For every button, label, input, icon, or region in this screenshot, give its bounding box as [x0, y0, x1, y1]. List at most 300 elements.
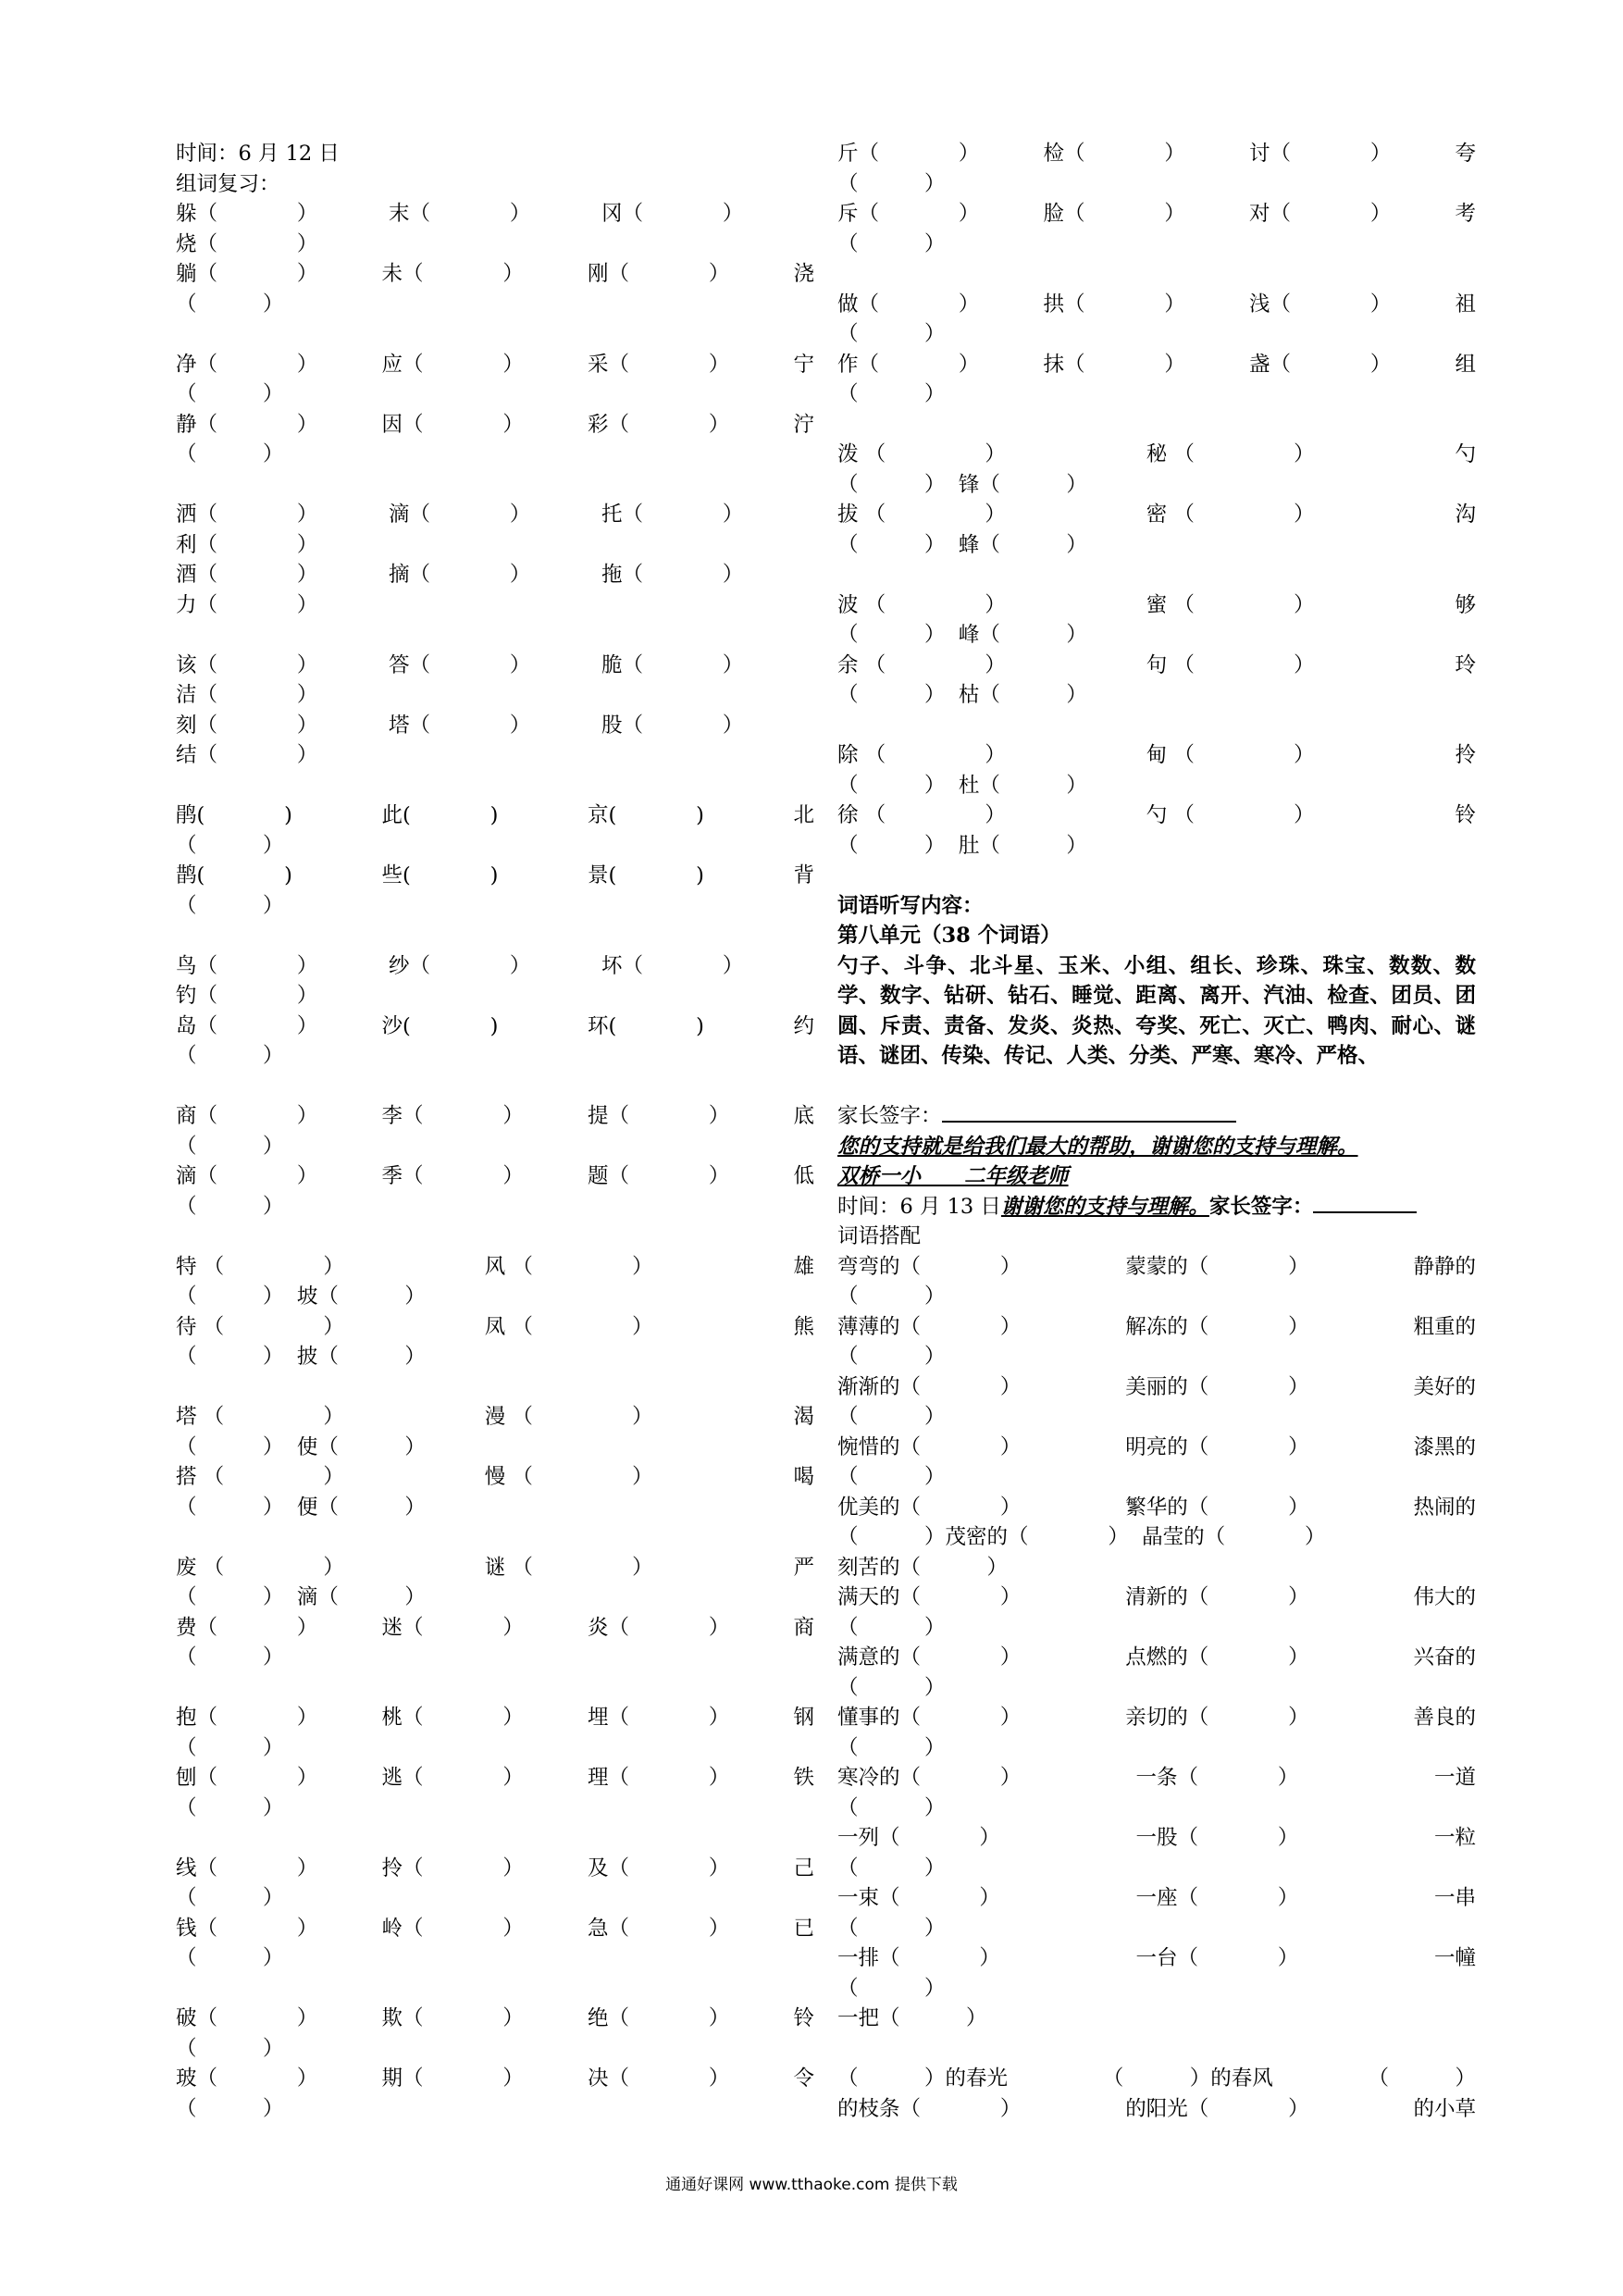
continuation-blank[interactable]: （ ） 峰（ ） — [837, 623, 1087, 647]
word-blank[interactable]: 脆（ ） — [601, 652, 744, 677]
wrapped-word: 浇 — [793, 262, 815, 286]
exercise-row — [837, 290, 1476, 320]
word-blank[interactable]: 风 （ ） — [484, 1254, 653, 1279]
wrapped-word: 雄 — [793, 1254, 815, 1279]
word-blank[interactable]: 李（ ） — [381, 1104, 524, 1128]
continuation-blank[interactable]: 利（ ） — [176, 532, 318, 557]
continuation-blank[interactable]: （ ） — [837, 1345, 946, 1369]
wrapped-word: 夸 — [1455, 142, 1477, 166]
exercise-row — [176, 1462, 814, 1493]
continuation-blank[interactable]: （ ） — [837, 1795, 946, 1820]
continuation-blank[interactable]: （ ） — [837, 1916, 946, 1941]
word-blank[interactable]: 冈（ ） — [601, 202, 744, 226]
continuation-blank[interactable]: （ ） — [837, 1405, 946, 1429]
spacer — [837, 711, 1476, 741]
wrapped-word: 喝 — [793, 1465, 815, 1489]
word-blank[interactable]: 的阳光（ ） — [1125, 2096, 1309, 2121]
spacer — [176, 1823, 814, 1854]
wrapped-word: 铃 — [793, 2006, 815, 2030]
exercise-row — [176, 1312, 814, 1343]
word-blank[interactable]: 欺（ ） — [381, 2006, 524, 2030]
word-blank[interactable]: 坏（ ） — [601, 953, 744, 978]
continuation-blank[interactable]: （ ） 便（ ） — [176, 1495, 426, 1520]
exercise-row — [837, 1823, 1476, 1854]
word-blank[interactable]: 惋惜的（ ） — [837, 1434, 1022, 1459]
word-blank[interactable]: 急（ ） — [588, 1916, 730, 1941]
exercise-row — [176, 199, 814, 230]
word-blank[interactable]: 刚（ ） — [588, 262, 730, 286]
spacer — [176, 1673, 814, 1704]
word-blank[interactable]: 桃（ ） — [381, 1706, 524, 1730]
word-blank[interactable]: 凤 （ ） — [484, 1314, 653, 1339]
word-blank[interactable]: 应（ ） — [381, 352, 524, 377]
continuation-blank[interactable]: 钓（ ） — [176, 984, 318, 1008]
section-title-word-matching: 词语搭配 — [837, 1224, 922, 1248]
word-blank[interactable]: 费（ ） — [176, 1615, 318, 1640]
spacer — [176, 470, 814, 501]
exercise-row — [176, 1553, 814, 1583]
exercise-row — [837, 1763, 1476, 1793]
wrapped-word: 美好的 — [1413, 1374, 1477, 1399]
word-blank[interactable]: 些( ) — [381, 863, 499, 887]
exercise-row — [176, 861, 814, 891]
day2-thanks: 谢谢您的支持与理解。 — [1000, 1194, 1209, 1219]
signature-blank[interactable] — [1313, 1193, 1417, 1213]
spacer — [176, 1072, 814, 1102]
word-blank[interactable]: 此( ) — [381, 803, 499, 827]
spacer — [176, 1372, 814, 1403]
word-blank[interactable]: 线（ ） — [176, 1855, 318, 1880]
word-blank[interactable]: 静（ ） — [176, 412, 318, 437]
spacer — [837, 259, 1476, 290]
continuation-blank[interactable]: （ ） — [176, 2036, 284, 2061]
continuation-blank[interactable]: （ ） 杜（ ） — [837, 773, 1087, 798]
exercise-row — [176, 1703, 814, 1733]
word-blank[interactable]: 抱（ ） — [176, 1706, 318, 1730]
wrapped-word: 一粒 — [1434, 1826, 1477, 1850]
continuation-blank[interactable]: （ ） 锋（ ） — [837, 472, 1087, 497]
teacher-name: 二年级老师 — [964, 1164, 1069, 1188]
word-blank[interactable]: 一台（ ） — [1135, 1946, 1299, 1970]
word-blank[interactable]: 甸 （ ） — [1146, 743, 1315, 767]
wrapped-word: 铁 — [793, 1766, 815, 1790]
word-blank[interactable]: 浅（ ） — [1249, 292, 1392, 316]
word-blank[interactable]: 决（ ） — [588, 2066, 730, 2091]
exercise-row — [837, 651, 1476, 681]
word-blank[interactable]: 岭（ ） — [381, 1916, 524, 1941]
exercise-row — [176, 1161, 814, 1192]
word-blank[interactable]: 斤（ ） — [837, 142, 980, 166]
date-line-0613 — [837, 1192, 1476, 1222]
word-blank[interactable]: 对（ ） — [1249, 202, 1392, 226]
word-blank[interactable]: 解冻的（ ） — [1125, 1314, 1309, 1339]
wrapped-word: 己 — [793, 1855, 815, 1880]
right-column — [837, 139, 1476, 2124]
continuation-blank[interactable]: （ ） — [837, 322, 946, 346]
wrapped-word: 令 — [793, 2066, 815, 2091]
spacer — [837, 1072, 1476, 1102]
continuation-blank[interactable]: 烧（ ） — [176, 231, 318, 256]
exercise-row — [837, 1433, 1476, 1463]
word-blank[interactable]: 斥（ ） — [837, 202, 980, 226]
word-blank[interactable]: 寒冷的（ ） — [837, 1766, 1022, 1790]
word-blank[interactable]: 破（ ） — [176, 2006, 318, 2030]
spacer — [176, 1222, 814, 1252]
exercise-row — [837, 1643, 1476, 1673]
wrapped-word: 一串 — [1434, 1886, 1477, 1910]
word-blank[interactable]: 岛（ ） — [176, 1013, 318, 1038]
dictation-heading: 词语听写内容： — [837, 893, 984, 918]
word-blank[interactable]: 秘 （ ） — [1146, 442, 1315, 466]
continuation-blank[interactable]: （ ） — [176, 1946, 284, 1970]
wrapped-word: 已 — [793, 1916, 815, 1941]
word-blank[interactable]: 答（ ） — [389, 652, 531, 677]
word-blank[interactable]: 玻（ ） — [176, 2066, 318, 2091]
exercise-row — [837, 440, 1476, 470]
spacer — [176, 921, 814, 951]
word-blank[interactable]: 一列（ ） — [837, 1826, 1000, 1850]
word-blank[interactable]: 钱（ ） — [176, 1916, 318, 1941]
footer-source: 通通好课网 www.tthaoke.com 提供下载 — [665, 2176, 958, 2194]
word-blank[interactable]: 绝（ ） — [588, 2006, 730, 2030]
word-blank[interactable]: 逃（ ） — [381, 1766, 524, 1790]
continuation-blank[interactable]: （ ） — [837, 1615, 946, 1640]
word-blank[interactable]: 搭 （ ） — [176, 1465, 344, 1489]
continuation-blank[interactable]: （ ） — [176, 382, 284, 406]
word-blank[interactable]: 一股（ ） — [1135, 1826, 1299, 1850]
continuation-blank[interactable]: 一把（ ） — [837, 2006, 987, 2030]
word-blank[interactable]: 采（ ） — [588, 352, 730, 377]
word-blank[interactable]: 抹（ ） — [1043, 352, 1185, 377]
word-group-list-left — [176, 199, 814, 2124]
word-matching-list — [837, 1252, 1476, 2125]
continuation-blank[interactable]: （ ） — [176, 1735, 284, 1760]
word-blank[interactable]: 摘（ ） — [389, 563, 531, 587]
word-blank[interactable]: 一束（ ） — [837, 1886, 1000, 1910]
continuation-blank[interactable]: （ ） 坡（ ） — [176, 1285, 426, 1309]
word-blank[interactable]: 弯弯的（ ） — [837, 1254, 1022, 1279]
continuation-blank[interactable]: （ ） — [176, 893, 284, 918]
word-blank[interactable]: 期（ ） — [381, 2066, 524, 2091]
word-blank[interactable]: 美丽的（ ） — [1125, 1374, 1309, 1399]
continuation-blank[interactable]: 结（ ） — [176, 743, 318, 767]
exercise-row — [176, 1763, 814, 1793]
word-blank[interactable]: 鹃( ) — [176, 803, 292, 827]
continuation-blank[interactable]: （ ） — [837, 171, 946, 196]
wrapped-word: 组 — [1455, 352, 1477, 377]
exercise-row — [837, 1372, 1476, 1403]
word-blank[interactable]: （ ）的春光 — [837, 2066, 1009, 2091]
word-blank[interactable]: 股（ ） — [601, 713, 744, 738]
wrapped-word: 的小草 — [1413, 2096, 1477, 2121]
wrapped-word: 钢 — [793, 1706, 815, 1730]
word-blank[interactable]: 待 （ ） — [176, 1314, 344, 1339]
continuation-blank[interactable]: （ ） — [837, 382, 946, 406]
word-blank[interactable]: 题（ ） — [588, 1164, 730, 1188]
day2-signature-label: 家长签字： — [1208, 1194, 1314, 1219]
word-blank[interactable]: 做（ ） — [837, 292, 980, 316]
school-name: 双桥一小 — [837, 1164, 922, 1188]
exercise-row — [837, 1493, 1476, 1523]
spacer — [176, 771, 814, 801]
exercise-row — [837, 2064, 1476, 2094]
wrapped-word: 拎 — [1455, 743, 1477, 767]
word-group-list-right — [837, 139, 1476, 861]
word-blank[interactable]: 未（ ） — [381, 262, 524, 286]
parent-thanks-note: 您的支持就是给我们最大的帮助，谢谢您的支持与理解。 — [837, 1134, 1358, 1159]
wrapped-word: 严 — [793, 1555, 815, 1580]
exercise-row — [837, 199, 1476, 230]
word-blank[interactable]: 特 （ ） — [176, 1254, 344, 1279]
wrapped-word: 约 — [793, 1013, 815, 1038]
continuation-blank[interactable]: 刻苦的（ ） — [837, 1555, 1009, 1580]
spacer — [176, 1974, 814, 2004]
continuation-blank[interactable]: （ ） 披（ ） — [176, 1345, 426, 1369]
word-blank[interactable]: 季（ ） — [381, 1164, 524, 1188]
dictation-word-list: 勺子、斗争、北斗星、玉米、小组、组长、珍珠、珠宝、数数、数学、数字、钻研、钻石、睡觉、距离、离开、汽油、检查、团员、团圆、斥责、责备、发炎、炎热、夸奖、死亡、灭亡、鸭肉、耐心、谜语、谜团、传染、传记、人类、分类、严寒、寒冷、严格、 — [837, 953, 1476, 1068]
exercise-row — [837, 2094, 1476, 2125]
word-blank[interactable]: 景( ) — [588, 863, 704, 887]
continuation-blank[interactable]: （ ）茂密的（ ） 晶莹的（ ） — [837, 1525, 1326, 1549]
section-title-word-review: 组词复习： — [176, 171, 280, 196]
wrapped-word: 考 — [1455, 202, 1477, 226]
word-blank[interactable]: 句 （ ） — [1146, 652, 1315, 677]
continuation-blank[interactable]: （ ） — [837, 1735, 946, 1760]
exercise-row — [837, 500, 1476, 530]
continuation-blank[interactable]: （ ） — [837, 1285, 946, 1309]
continuation-blank[interactable]: （ ） — [176, 292, 284, 316]
word-blank[interactable]: 繁华的（ ） — [1125, 1495, 1309, 1520]
word-blank[interactable]: 滴（ ） — [389, 503, 531, 527]
continuation-blank[interactable]: （ ） — [837, 1855, 946, 1880]
continuation-blank[interactable]: （ ） — [176, 442, 284, 466]
continuation-blank[interactable]: 力（ ） — [176, 592, 318, 617]
wrapped-word: 善良的 — [1413, 1706, 1477, 1730]
continuation-blank[interactable]: （ ） — [176, 833, 284, 858]
word-blank[interactable]: 鸟（ ） — [176, 953, 318, 978]
wrapped-word: 一道 — [1434, 1766, 1477, 1790]
word-blank[interactable]: 刻（ ） — [176, 713, 318, 738]
word-blank[interactable]: 理（ ） — [588, 1766, 730, 1790]
word-blank[interactable]: 波 （ ） — [837, 592, 1006, 617]
exercise-row — [176, 1914, 814, 1944]
word-blank[interactable]: 末（ ） — [389, 202, 531, 226]
word-blank[interactable]: 滴（ ） — [176, 1164, 318, 1188]
exercise-row — [176, 410, 814, 441]
word-blank[interactable]: 泼 （ ） — [837, 442, 1006, 466]
continuation-blank[interactable]: （ ） — [837, 1465, 946, 1489]
wrapped-word: 伟大的 — [1413, 1585, 1477, 1609]
word-blank[interactable]: 及（ ） — [588, 1855, 730, 1880]
continuation-blank[interactable]: （ ） — [176, 1194, 284, 1219]
word-blank[interactable]: 盏（ ） — [1249, 352, 1392, 377]
word-blank[interactable]: 余 （ ） — [837, 652, 1006, 677]
word-blank[interactable]: 商（ ） — [176, 1104, 318, 1128]
word-blank[interactable]: 亲切的（ ） — [1125, 1706, 1309, 1730]
word-blank[interactable]: 躺（ ） — [176, 262, 318, 286]
continuation-blank[interactable]: （ ） — [176, 1134, 284, 1159]
spacer — [176, 620, 814, 651]
word-blank[interactable]: 塔 （ ） — [176, 1405, 344, 1429]
word-blank[interactable]: 除 （ ） — [837, 743, 1006, 767]
continuation-blank[interactable]: （ ） — [176, 1044, 284, 1068]
exercise-row — [176, 1613, 814, 1644]
exercise-row — [837, 740, 1476, 771]
word-blank[interactable]: 塔（ ） — [389, 713, 531, 738]
spacer — [837, 861, 1476, 891]
wrapped-word: 低 — [793, 1164, 815, 1188]
exercise-row — [176, 951, 814, 982]
word-blank[interactable]: 明亮的（ ） — [1125, 1434, 1309, 1459]
word-blank[interactable]: 一座（ ） — [1135, 1886, 1299, 1910]
word-blank[interactable]: 密 （ ） — [1146, 503, 1315, 527]
word-blank[interactable]: 点燃的（ ） — [1125, 1645, 1309, 1669]
wrapped-word: 商 — [793, 1615, 815, 1640]
wrapped-word: 兴奋的 — [1413, 1645, 1477, 1669]
wrapped-word: 底 — [793, 1104, 815, 1128]
continuation-blank[interactable]: （ ） — [176, 1886, 284, 1910]
word-blank[interactable]: 埋（ ） — [588, 1706, 730, 1730]
word-blank[interactable]: 环( ) — [588, 1013, 704, 1038]
word-blank[interactable]: 纱（ ） — [389, 953, 531, 978]
exercise-row — [837, 1943, 1476, 1974]
continuation-blank[interactable]: （ ） — [176, 1645, 284, 1669]
date-line-0612: 时间：6 月 12 日 — [176, 142, 340, 166]
word-blank[interactable]: 洒（ ） — [176, 503, 318, 527]
word-blank[interactable]: 拖（ ） — [601, 563, 744, 587]
word-blank[interactable]: 因（ ） — [381, 412, 524, 437]
word-blank[interactable]: 优美的（ ） — [837, 1495, 1022, 1520]
wrapped-word: 沟 — [1455, 503, 1477, 527]
word-blank[interactable]: 清新的（ ） — [1125, 1585, 1309, 1609]
continuation-blank[interactable]: （ ） — [176, 1795, 284, 1820]
spacer — [837, 560, 1476, 590]
word-blank[interactable]: 净（ ） — [176, 352, 318, 377]
continuation-blank[interactable]: （ ） — [837, 1976, 946, 2001]
word-blank[interactable]: 一排（ ） — [837, 1946, 1000, 1970]
word-blank[interactable]: 慢 （ ） — [484, 1465, 653, 1489]
word-blank[interactable]: 废 （ ） — [176, 1555, 344, 1580]
word-blank[interactable]: 脸（ ） — [1043, 202, 1185, 226]
exercise-row — [176, 259, 814, 290]
wrapped-word: （ ） — [1368, 2066, 1476, 2091]
word-blank[interactable]: 懂事的（ ） — [837, 1706, 1022, 1730]
exercise-row — [176, 2064, 814, 2094]
word-blank[interactable]: 满意的（ ） — [837, 1645, 1022, 1669]
continuation-blank[interactable]: 洁（ ） — [176, 683, 318, 707]
spacer — [176, 319, 814, 350]
exercise-row — [837, 1312, 1476, 1343]
word-blank[interactable]: 渐渐的（ ） — [837, 1374, 1022, 1399]
day2-date: 时间：6 月 13 日 — [837, 1194, 1001, 1219]
exercise-row — [837, 1883, 1476, 1914]
word-blank[interactable]: 勺 （ ） — [1146, 803, 1315, 827]
continuation-blank[interactable]: （ ） 滴（ ） — [176, 1585, 426, 1609]
word-blank[interactable]: 彩（ ） — [588, 412, 730, 437]
wrapped-word: 泞 — [793, 412, 815, 437]
exercise-row — [837, 1703, 1476, 1733]
exercise-row — [176, 500, 814, 530]
word-blank[interactable]: 拱（ ） — [1043, 292, 1185, 316]
exercise-row — [837, 1582, 1476, 1613]
continuation-blank[interactable]: （ ） — [837, 231, 946, 256]
continuation-blank[interactable]: （ ） — [837, 1675, 946, 1700]
wrapped-word: 北 — [793, 803, 815, 827]
exercise-row — [837, 139, 1476, 169]
exercise-row — [837, 350, 1476, 380]
word-blank[interactable]: 提（ ） — [588, 1104, 730, 1128]
dictation-unit: 第八单元（38 个词语） — [837, 924, 1061, 948]
word-blank[interactable]: 托（ ） — [601, 503, 744, 527]
word-blank[interactable]: 检（ ） — [1043, 142, 1185, 166]
exercise-row — [176, 651, 814, 681]
wrapped-word: 玲 — [1455, 652, 1477, 677]
parent-signature-line — [837, 1101, 1476, 1132]
wrapped-word: 宁 — [793, 352, 815, 377]
wrapped-word: 漆黑的 — [1413, 1434, 1477, 1459]
word-blank[interactable]: 谜 （ ） — [484, 1555, 653, 1580]
word-blank[interactable]: 满天的（ ） — [837, 1585, 1022, 1609]
exercise-row — [176, 1011, 814, 1042]
wrapped-word: 够 — [1455, 592, 1477, 617]
wrapped-word: 一幢 — [1434, 1946, 1477, 1970]
exercise-row — [837, 800, 1476, 831]
wrapped-word: 渴 — [793, 1405, 815, 1429]
exercise-row — [176, 560, 814, 590]
continuation-blank[interactable]: （ ） — [176, 2096, 284, 2121]
word-blank[interactable]: 拔 （ ） — [837, 503, 1006, 527]
continuation-blank[interactable]: （ ） 蜂（ ） — [837, 532, 1087, 557]
word-blank[interactable]: 讨（ ） — [1249, 142, 1392, 166]
wrapped-word: 勺 — [1455, 442, 1477, 466]
word-blank[interactable]: （ ）的春风 — [1102, 2066, 1273, 2091]
word-blank[interactable]: 蒙蒙的（ ） — [1125, 1254, 1309, 1279]
word-blank[interactable]: 薄薄的（ ） — [837, 1314, 1022, 1339]
exercise-row — [837, 590, 1476, 621]
wrapped-word: 熊 — [793, 1314, 815, 1339]
word-blank[interactable]: 迷（ ） — [381, 1615, 524, 1640]
word-blank[interactable]: 拎（ ） — [381, 1855, 524, 1880]
word-blank[interactable]: 京( ) — [588, 803, 704, 827]
spacer — [837, 2034, 1476, 2065]
word-blank[interactable]: 作（ ） — [837, 352, 980, 377]
spacer — [837, 410, 1476, 441]
exercise-row — [176, 1402, 814, 1433]
continuation-blank[interactable]: （ ） 肚（ ） — [837, 833, 1087, 858]
word-blank[interactable]: 躲（ ） — [176, 202, 318, 226]
wrapped-word: 祖 — [1455, 292, 1477, 316]
word-blank[interactable]: 的枝条（ ） — [837, 2096, 1022, 2121]
exercise-row — [176, 800, 814, 831]
word-blank[interactable]: 漫 （ ） — [484, 1405, 653, 1429]
word-blank[interactable]: 蜜 （ ） — [1146, 592, 1315, 617]
left-column — [176, 139, 814, 2124]
word-blank[interactable]: 刨（ ） — [176, 1766, 318, 1790]
signature-blank[interactable] — [942, 1102, 1236, 1123]
wrapped-word: 粗重的 — [1413, 1314, 1477, 1339]
word-blank[interactable]: 酒（ ） — [176, 563, 318, 587]
continuation-blank[interactable]: （ ） 枯（ ） — [837, 683, 1087, 707]
word-blank[interactable]: 沙( ) — [381, 1013, 499, 1038]
exercise-row — [176, 1252, 814, 1283]
exercise-row — [176, 1101, 814, 1132]
word-blank[interactable]: 徐 （ ） — [837, 803, 1006, 827]
word-blank[interactable]: 一条（ ） — [1135, 1766, 1299, 1790]
word-blank[interactable]: 该（ ） — [176, 652, 318, 677]
continuation-blank[interactable]: （ ） 使（ ） — [176, 1434, 426, 1459]
word-blank[interactable]: 炎（ ） — [588, 1615, 730, 1640]
word-blank[interactable]: 鹊( ) — [176, 863, 292, 887]
